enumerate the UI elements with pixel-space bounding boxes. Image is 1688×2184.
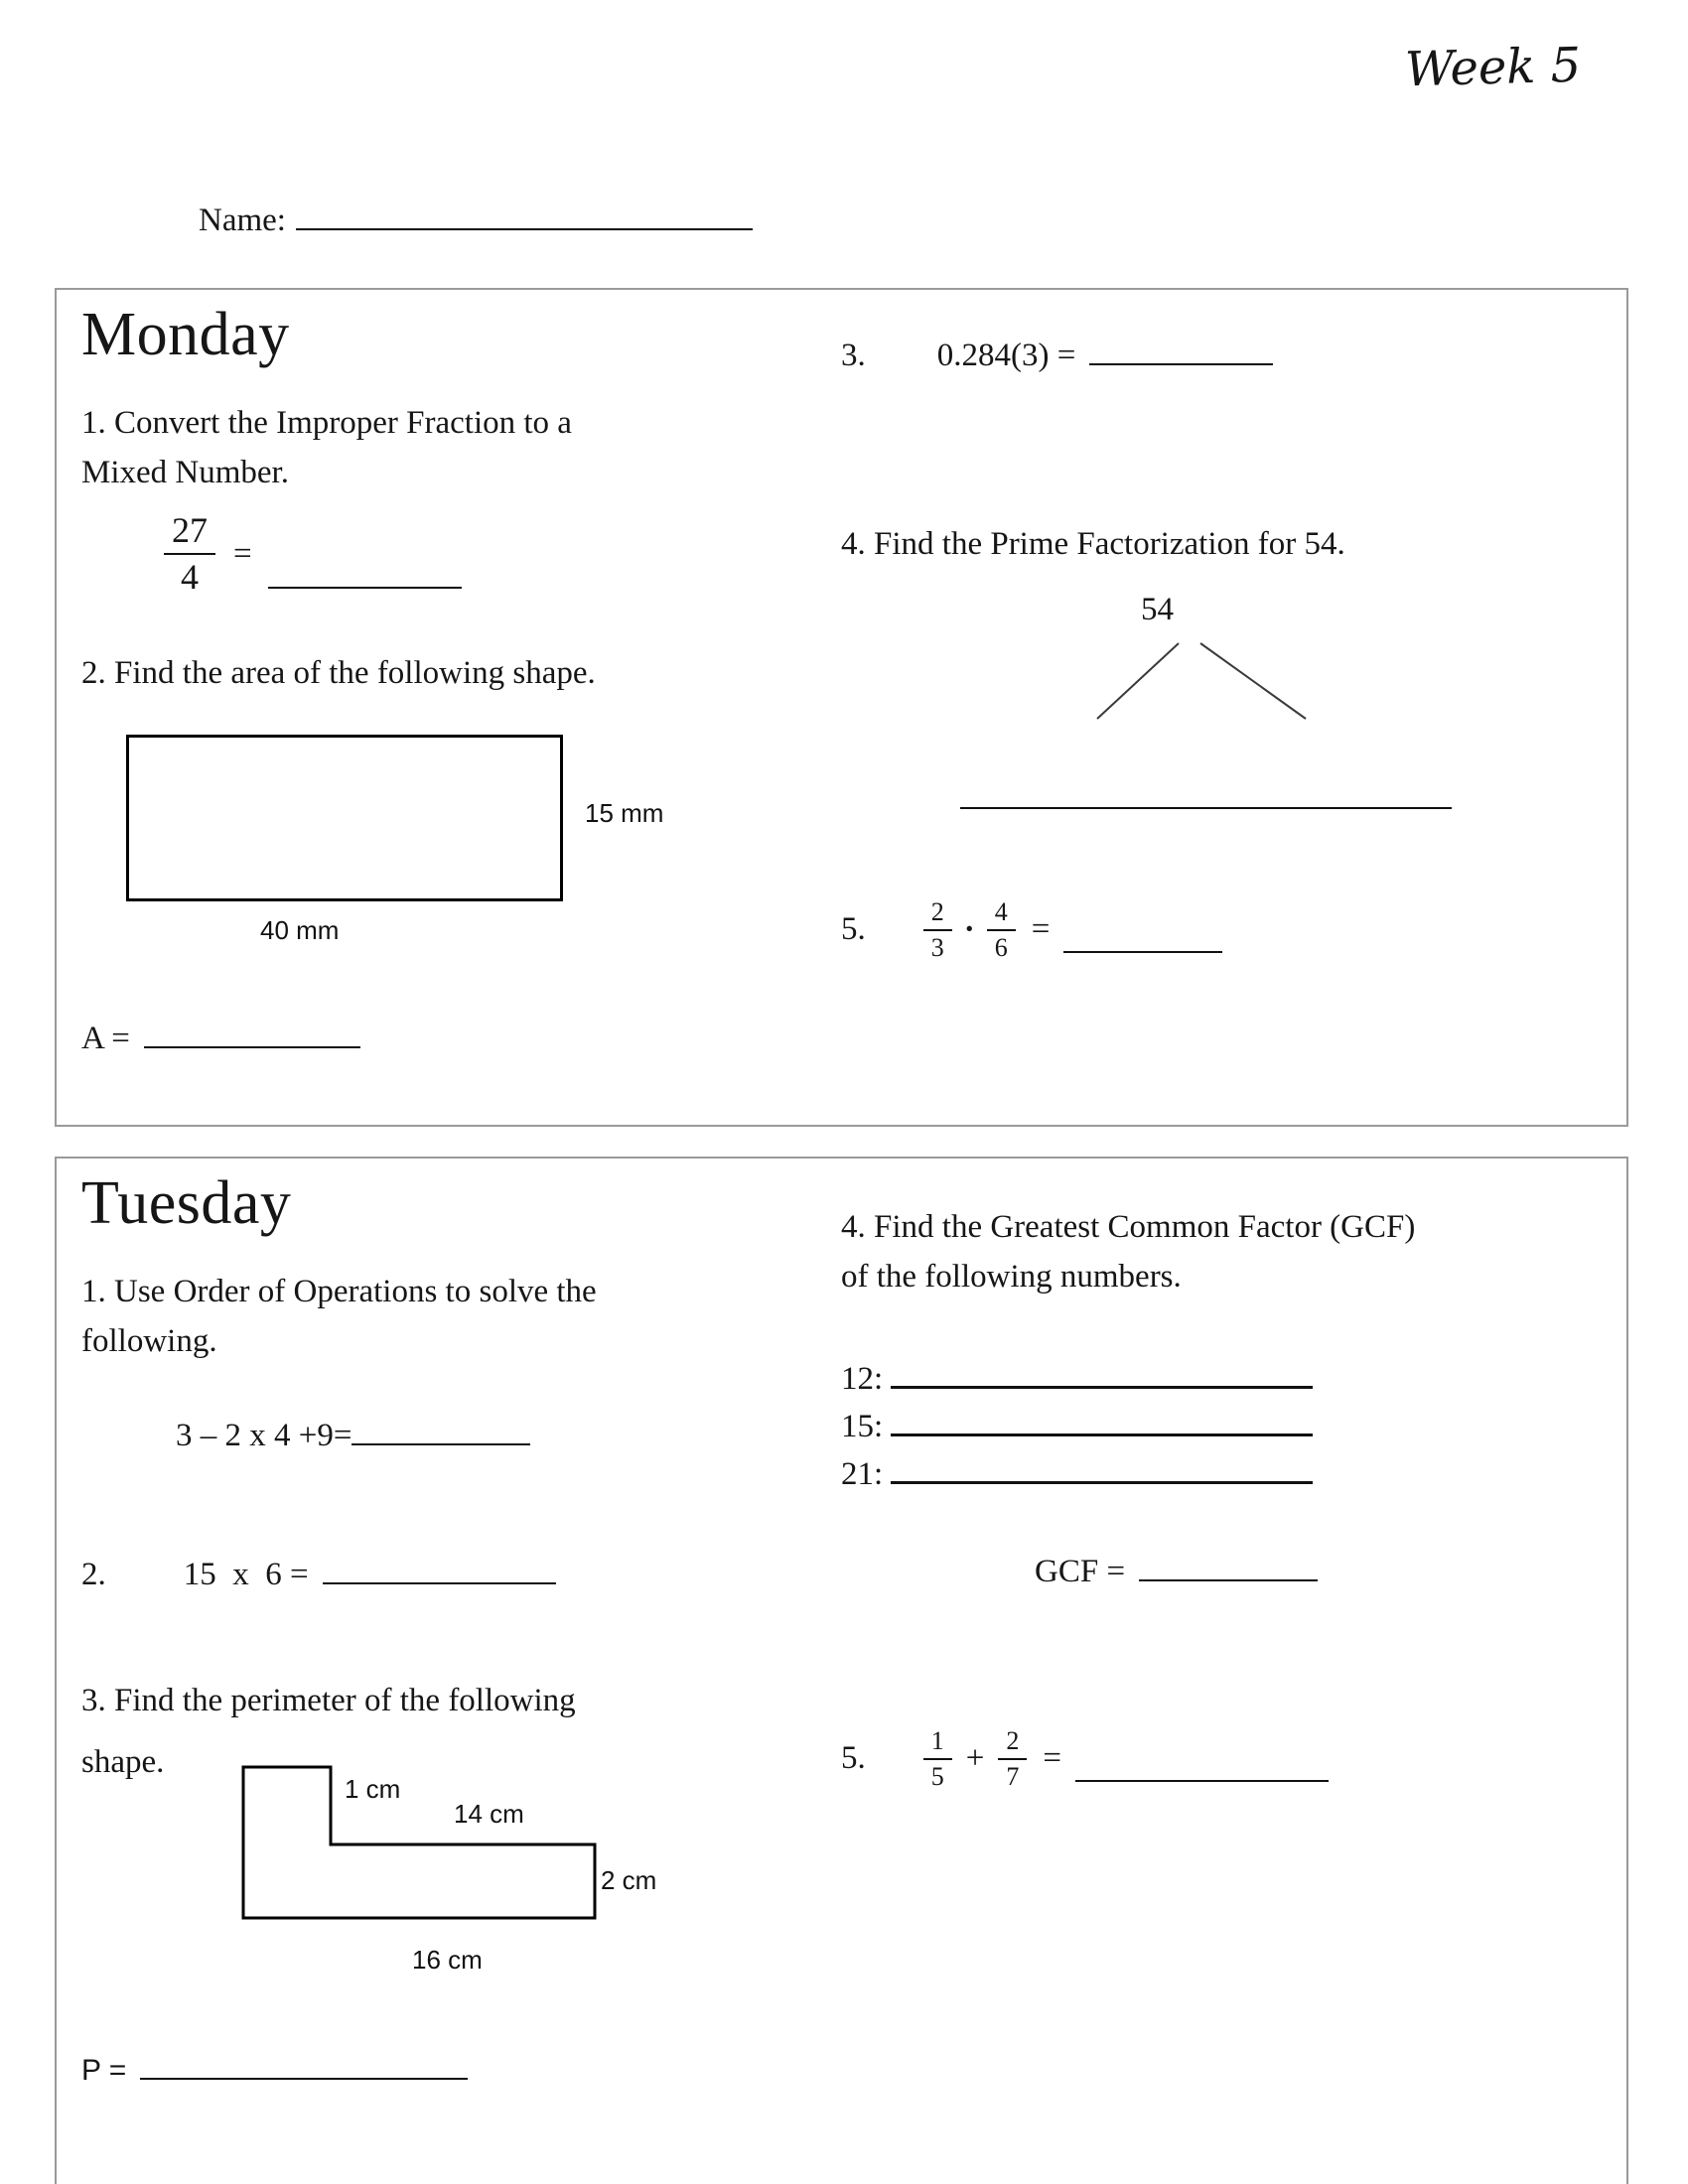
fraction-numerator: 2 [998,1726,1027,1760]
monday-section [55,288,1628,1127]
tuesday-p1-line1: 1. Use Order of Operations to solve the [81,1274,597,1309]
fraction-numerator: 27 [164,510,215,555]
equals-sign: = [1043,1740,1061,1777]
tuesday-p2-number: 2. [81,1557,106,1592]
tuesday-p1-expression: 3 – 2 x 4 +9= [176,1418,352,1453]
tuesday-p1-line2: following. [81,1322,217,1359]
monday-p1-text [81,399,572,497]
gcf-row-12 [841,1355,1313,1403]
tuesday-p5-row [841,1726,1329,1792]
fraction-four-sixths [987,897,1016,963]
gcf-answer-blank [1139,1578,1318,1581]
multiplication-dot: · [963,911,975,948]
gcf-row-21 [841,1450,1313,1498]
fraction-numerator: 2 [923,897,952,931]
equals-sign: = [1031,911,1051,948]
monday-p3-expression: 0.284(3) = [936,338,1076,373]
lshape-top-side-label: 1 cm [345,1774,401,1804]
tuesday-section [55,1157,1628,2184]
l-shape-perimeter-figure [235,1759,623,1938]
gcf-answer-row [1035,1548,1318,1597]
gcf-row-blank [891,1386,1313,1389]
tuesday-p1-text [81,1268,597,1366]
monday-p1-line1: 1. Convert the Improper Fraction to a [81,405,572,441]
monday-p3-answer-blank [1089,362,1273,365]
tuesday-p4-line2: of the following numbers. [841,1258,1182,1295]
tuesday-p4-line1: 4. Find the Greatest Common Factor (GCF) [841,1209,1416,1245]
name-row [199,197,753,246]
lshape-bottom-side-label: 16 cm [412,1945,483,1975]
tuesday-p1-answer-blank [352,1442,530,1445]
monday-p3-number: 3. [841,338,866,373]
monday-p2-text: 2. Find the area of the following shape. [81,655,596,691]
gcf-answer-label: GCF = [1035,1554,1126,1589]
area-rectangle-shape [126,735,563,901]
fraction-numerator: 1 [923,1726,952,1760]
gcf-list [841,1355,1313,1498]
name-blank [296,227,753,230]
gcf-row-blank [891,1433,1313,1436]
monday-p1-equation [164,510,462,599]
gcf-row-15 [841,1403,1313,1450]
area-answer-blank [144,1045,360,1048]
monday-p1-answer-blank [268,586,462,589]
fraction-denominator: 7 [1006,1761,1020,1791]
gcf-row-label: 21: [841,1456,884,1492]
rectangle-width-label: 40 mm [260,915,340,945]
gcf-row-label: 12: [841,1361,884,1397]
lshape-arm-side-label: 14 cm [454,1799,524,1829]
fraction-denominator: 3 [930,932,944,962]
week-label: Week 5 [1404,37,1582,98]
tuesday-title: Tuesday [81,1169,292,1237]
fraction-two-sevenths [998,1726,1027,1792]
monday-area-answer-row [81,1015,360,1064]
plus-sign: + [965,1740,985,1777]
perimeter-answer-row [81,2054,468,2088]
tuesday-p5-answer-blank [1075,1779,1329,1782]
factor-tree-branches [1079,639,1337,724]
rectangle-height-label: 15 mm [585,798,664,828]
monday-p1-line2: Mixed Number. [81,454,289,490]
perimeter-answer-label: P = [81,2054,127,2087]
fraction-denominator: 4 [181,557,199,598]
monday-title: Monday [81,301,290,368]
tuesday-p3-line2: shape. [81,1743,165,1780]
fraction-numerator: 4 [987,897,1016,931]
tuesday-p4-text [841,1203,1415,1301]
gcf-row-blank [891,1481,1313,1484]
tuesday-p2-expression: 15 x 6 = [183,1557,309,1592]
tuesday-p2-answer-blank [323,1581,556,1584]
equals-sign: = [233,535,252,572]
monday-p5-row [841,897,1222,963]
perimeter-answer-blank [140,2077,468,2080]
gcf-row-label: 15: [841,1409,884,1444]
factorization-answer-blank [960,806,1452,809]
monday-p4-text: 4. Find the Prime Factorization for 54. [841,526,1345,562]
tuesday-p5-number: 5. [841,1740,866,1777]
tuesday-p2-row [81,1551,556,1600]
fraction-denominator: 5 [930,1761,944,1791]
fraction-denominator: 6 [994,932,1008,962]
monday-p3-row [841,332,1273,381]
tuesday-p3-line1: 3. Find the perimeter of the following [81,1683,576,1718]
fraction-one-fifth [923,1726,952,1792]
monday-p5-number: 5. [841,911,866,948]
factor-tree-root: 54 [1141,592,1174,627]
lshape-right-side-label: 2 cm [601,1865,657,1895]
area-answer-label: A = [81,1021,130,1056]
fraction-two-thirds [923,897,952,963]
improper-fraction [164,510,215,599]
monday-p5-answer-blank [1063,950,1222,953]
tuesday-p1-equation [176,1412,530,1461]
name-label: Name: [199,203,286,238]
